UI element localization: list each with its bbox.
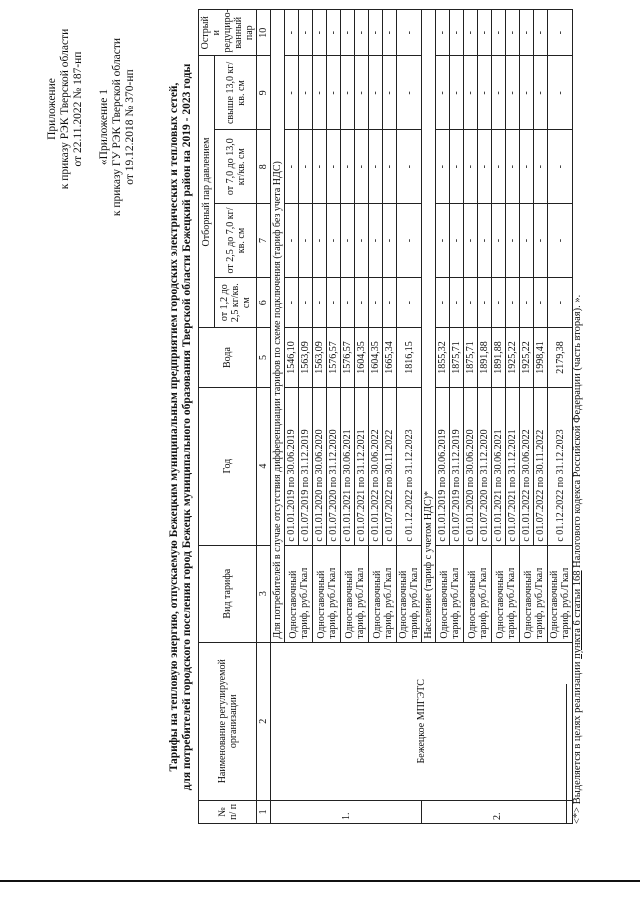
- water-tariff-cell: 1563,09: [299, 328, 313, 387]
- period-cell: с 01.01.2021 по 30.06.2021: [341, 387, 355, 545]
- footnote: [572, 295, 583, 824]
- col-number: 9: [257, 56, 271, 130]
- period-cell: с 01.07.2022 по 30.11.2022: [534, 387, 548, 545]
- empty-tariff-cell: -: [383, 130, 397, 204]
- period-cell: с 01.01.2019 по 30.06.2019: [436, 387, 450, 545]
- period-cell: с 01.01.2022 по 30.06.2022: [520, 387, 534, 545]
- empty-tariff-cell: -: [341, 204, 355, 278]
- empty-tariff-cell: -: [397, 277, 422, 328]
- empty-tariff-cell: -: [299, 130, 313, 204]
- empty-tariff-cell: -: [506, 56, 520, 130]
- period-cell: с 01.01.2020 по 30.06.2020: [464, 387, 478, 545]
- empty-tariff-cell: -: [436, 56, 450, 130]
- tariff-kind: Одноставочный тариф, руб./Гкал: [436, 545, 464, 642]
- period-cell: с 01.07.2019 по 31.12.2019: [299, 387, 313, 545]
- title-line: для потребителей городского поселения город Бежецк муниципального образования Тверской области Бежецкий район на 2019 - 2023 годы: [181, 63, 193, 791]
- water-tariff-cell: 1875,71: [464, 328, 478, 387]
- empty-tariff-cell: -: [383, 10, 397, 56]
- empty-tariff-cell: -: [436, 277, 450, 328]
- tariff-kind: Одноставочный тариф, руб./Гкал: [369, 545, 397, 642]
- period-cell: с 01.12.2022 по 31.12.2023: [548, 387, 573, 545]
- footnote-suffix: Налогового кодекса Российской Федерации (часть вторая). ».: [572, 294, 583, 571]
- empty-tariff-cell: -: [299, 277, 313, 328]
- empty-tariff-cell: -: [341, 56, 355, 130]
- tariff-kind: Одноставочный тариф, руб./Гкал: [464, 545, 492, 642]
- empty-tariff-cell: -: [450, 204, 464, 278]
- empty-tariff-cell: -: [520, 277, 534, 328]
- empty-tariff-cell: -: [397, 130, 422, 204]
- document-title: [168, 12, 194, 842]
- tariff-kind: Одноставочный тариф, руб./Гкал: [341, 545, 369, 642]
- empty-tariff-cell: -: [478, 130, 492, 204]
- water-tariff-cell: 1563,09: [313, 328, 327, 387]
- empty-tariff-cell: -: [464, 277, 478, 328]
- water-tariff-cell: 1925,22: [520, 328, 534, 387]
- empty-tariff-cell: -: [313, 56, 327, 130]
- empty-tariff-cell: -: [355, 204, 369, 278]
- col-number: 3: [257, 545, 271, 642]
- tariff-kind: Одноставочный тариф, руб./Гкал: [285, 545, 313, 642]
- col-number: 4: [257, 387, 271, 545]
- period-cell: с 01.07.2021 по 31.12.2021: [355, 387, 369, 545]
- empty-tariff-cell: -: [369, 130, 383, 204]
- water-tariff-cell: 1665,34: [383, 328, 397, 387]
- empty-tariff-cell: -: [369, 10, 383, 56]
- tariff-kind: Одноставочный тариф, руб./Гкал: [313, 545, 341, 642]
- tariff-kind: Одноставочный тариф, руб./Гкал: [492, 545, 520, 642]
- empty-tariff-cell: -: [506, 130, 520, 204]
- header-num: № п/ п: [199, 800, 257, 823]
- empty-tariff-cell: -: [464, 130, 478, 204]
- col-number: 6: [257, 277, 271, 328]
- title-line: Тарифы на тепловую энергию, отпускаемую Бежецким муниципальным предприятием городских электрических и тепловых сетей,: [168, 82, 180, 772]
- appendix-header: [46, 24, 85, 194]
- appendix-line: «Приложение 1: [98, 88, 110, 166]
- header-water: Вода: [199, 328, 257, 387]
- period-cell: с 01.01.2019 по 30.06.2019: [285, 387, 299, 545]
- empty-tariff-cell: -: [506, 10, 520, 56]
- col-number: 8: [257, 130, 271, 204]
- empty-tariff-cell: -: [313, 10, 327, 56]
- empty-tariff-cell: -: [450, 56, 464, 130]
- col-number: 1: [257, 800, 271, 823]
- empty-tariff-cell: -: [520, 10, 534, 56]
- empty-tariff-cell: -: [506, 204, 520, 278]
- empty-tariff-cell: -: [369, 56, 383, 130]
- empty-tariff-cell: -: [355, 56, 369, 130]
- period-cell: с 01.07.2019 по 31.12.2019: [450, 387, 464, 545]
- section-label-row: [271, 10, 285, 824]
- empty-tariff-cell: -: [464, 56, 478, 130]
- header-sharp-steam: Острый и редуциро-ванный пар: [199, 10, 257, 56]
- period-cell: с 01.01.2021 по 30.06.2021: [492, 387, 506, 545]
- period-cell: с 01.01.2020 по 30.06.2020: [313, 387, 327, 545]
- empty-tariff-cell: -: [450, 10, 464, 56]
- empty-tariff-cell: -: [548, 130, 573, 204]
- water-tariff-cell: 1576,57: [327, 328, 341, 387]
- empty-tariff-cell: -: [397, 10, 422, 56]
- empty-tariff-cell: -: [285, 56, 299, 130]
- empty-tariff-cell: -: [383, 204, 397, 278]
- appendix-line: к приказу РЭК Тверской области: [59, 28, 71, 190]
- empty-tariff-cell: -: [327, 10, 341, 56]
- water-tariff-cell: 1855,32: [436, 328, 450, 387]
- section-label: Для потребителей в случае отсутствия дифференциации тарифов по схеме подключения (тариф без учета НДС): [271, 10, 285, 643]
- empty-tariff-cell: -: [383, 56, 397, 130]
- empty-tariff-cell: -: [327, 204, 341, 278]
- empty-tariff-cell: -: [534, 56, 548, 130]
- appendix-line: к приказу ГУ РЭК Тверской области: [111, 37, 123, 217]
- empty-tariff-cell: -: [464, 10, 478, 56]
- empty-tariff-cell: -: [299, 56, 313, 130]
- footnote-law-link[interactable]: пункта 6 статьи 168: [572, 570, 583, 659]
- col-number: 2: [257, 642, 271, 800]
- empty-tariff-cell: -: [436, 10, 450, 56]
- empty-tariff-cell: -: [397, 204, 422, 278]
- appendix-line: от 19.12.2018 № 370-нп: [124, 69, 136, 185]
- empty-tariff-cell: -: [299, 204, 313, 278]
- tariff-table: [198, 9, 573, 824]
- empty-tariff-cell: -: [548, 277, 573, 328]
- empty-tariff-cell: -: [313, 277, 327, 328]
- empty-tariff-cell: -: [285, 204, 299, 278]
- empty-tariff-cell: -: [436, 204, 450, 278]
- empty-tariff-cell: -: [548, 10, 573, 56]
- empty-tariff-cell: -: [299, 10, 313, 56]
- appendix-line: от 22.11.2022 № 187-нп: [72, 51, 84, 167]
- water-tariff-cell: 1891,88: [492, 328, 506, 387]
- empty-tariff-cell: -: [355, 130, 369, 204]
- header-pressure-4: свыше 13,0 кг/кв. см: [215, 56, 257, 130]
- empty-tariff-cell: -: [355, 10, 369, 56]
- water-tariff-cell: 1925,22: [506, 328, 520, 387]
- empty-tariff-cell: -: [492, 204, 506, 278]
- empty-tariff-cell: -: [534, 130, 548, 204]
- period-cell: с 01.07.2020 по 31.12.2020: [327, 387, 341, 545]
- empty-tariff-cell: -: [534, 277, 548, 328]
- empty-tariff-cell: -: [285, 277, 299, 328]
- empty-tariff-cell: -: [327, 277, 341, 328]
- header-pressure-3: от 7,0 до 13,0 кг/кв. см: [215, 130, 257, 204]
- col-number: 7: [257, 204, 271, 278]
- period-cell: с 01.12.2022 по 31.12.2023: [397, 387, 422, 545]
- empty-tariff-cell: -: [313, 204, 327, 278]
- empty-tariff-cell: -: [327, 130, 341, 204]
- column-number-row: [257, 10, 271, 824]
- empty-tariff-cell: -: [478, 10, 492, 56]
- empty-tariff-cell: -: [534, 10, 548, 56]
- footnote-prefix: <*> Выделяется в целях реализации: [572, 658, 583, 824]
- empty-tariff-cell: -: [341, 130, 355, 204]
- empty-tariff-cell: -: [492, 10, 506, 56]
- empty-tariff-cell: -: [464, 204, 478, 278]
- empty-tariff-cell: -: [383, 277, 397, 328]
- header-pressure-2: от 2,5 до 7,0 кг/кв. см: [215, 204, 257, 278]
- empty-tariff-cell: -: [397, 56, 422, 130]
- water-tariff-cell: 1998,41: [534, 328, 548, 387]
- water-tariff-cell: 1546,10: [285, 328, 299, 387]
- empty-tariff-cell: -: [313, 130, 327, 204]
- empty-tariff-cell: -: [285, 10, 299, 56]
- footnote-separator: [566, 684, 567, 824]
- rotated-document-page: [20, 2, 620, 862]
- empty-tariff-cell: -: [520, 130, 534, 204]
- page-bottom-rule: [0, 880, 640, 882]
- section-label: Население (тариф с учетом НДС)*: [422, 10, 436, 643]
- water-tariff-cell: 2179,38: [548, 328, 573, 387]
- col-number: 10: [257, 10, 271, 56]
- tariff-kind: Одноставочный тариф, руб./Гкал: [397, 545, 422, 642]
- water-tariff-cell: 1891,88: [478, 328, 492, 387]
- period-cell: с 01.07.2022 по 30.11.2022: [383, 387, 397, 545]
- tariff-kind: Одноставочный тариф, руб./Гкал: [548, 545, 573, 642]
- section-number: 1.: [271, 800, 422, 823]
- empty-tariff-cell: -: [478, 277, 492, 328]
- header-year: Год: [199, 387, 257, 545]
- empty-tariff-cell: -: [355, 277, 369, 328]
- tariff-kind: Одноставочный тариф, руб./Гкал: [520, 545, 548, 642]
- empty-tariff-cell: -: [520, 204, 534, 278]
- header-kind: Вид тарифа: [199, 545, 257, 642]
- water-tariff-cell: 1816,15: [397, 328, 422, 387]
- empty-tariff-cell: -: [492, 130, 506, 204]
- empty-tariff-cell: -: [548, 204, 573, 278]
- empty-tariff-cell: -: [369, 277, 383, 328]
- water-tariff-cell: 1576,57: [341, 328, 355, 387]
- header-org: Наименование регулируемой организации: [199, 642, 257, 800]
- col-number: 5: [257, 328, 271, 387]
- empty-tariff-cell: -: [285, 130, 299, 204]
- period-cell: с 01.01.2022 по 30.06.2022: [369, 387, 383, 545]
- water-tariff-cell: 1604,35: [369, 328, 383, 387]
- water-tariff-cell: 1604,35: [355, 328, 369, 387]
- empty-tariff-cell: -: [492, 277, 506, 328]
- empty-tariff-cell: -: [369, 204, 383, 278]
- empty-tariff-cell: -: [492, 56, 506, 130]
- empty-tariff-cell: -: [478, 204, 492, 278]
- header-row: [199, 10, 215, 824]
- period-cell: с 01.07.2020 по 31.12.2020: [478, 387, 492, 545]
- header-pressure-1: от 1,2 до 2,5 кг/кв. см: [215, 277, 257, 328]
- empty-tariff-cell: -: [534, 204, 548, 278]
- water-tariff-cell: 1875,71: [450, 328, 464, 387]
- empty-tariff-cell: -: [327, 56, 341, 130]
- appendix-line: Приложение: [46, 78, 58, 140]
- section-number: 2.: [422, 800, 573, 823]
- empty-tariff-cell: -: [478, 56, 492, 130]
- original-appendix-header: [98, 12, 137, 242]
- period-cell: с 01.07.2021 по 31.12.2021: [506, 387, 520, 545]
- empty-tariff-cell: -: [506, 277, 520, 328]
- empty-tariff-cell: -: [450, 277, 464, 328]
- empty-tariff-cell: -: [436, 130, 450, 204]
- empty-tariff-cell: -: [450, 130, 464, 204]
- empty-tariff-cell: -: [341, 10, 355, 56]
- empty-tariff-cell: -: [548, 56, 573, 130]
- empty-tariff-cell: -: [520, 56, 534, 130]
- empty-tariff-cell: -: [341, 277, 355, 328]
- header-steam-group: Отборный пар давлением: [199, 56, 215, 328]
- organization-name: Бежецкое МПГЭТС: [271, 642, 573, 800]
